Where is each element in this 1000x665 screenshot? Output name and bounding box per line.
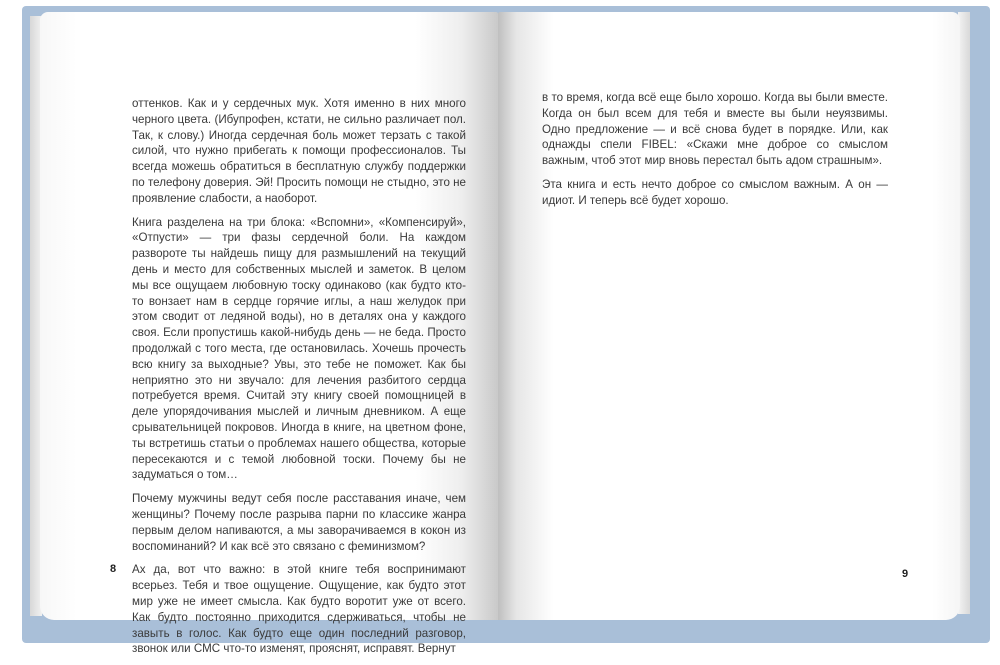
paragraph: Эта книга и есть нечто доброе со смыслом важным. А он — идиот. И теперь всё будет хорошо. — [542, 177, 888, 207]
paragraph: Почему мужчины ведут себя после расставания иначе, чем женщины? Почему после разрыва парни по классике жанра первым делом напиваются, а мы заворачиваемся в кокон из воспоминаний? И как всё это связано с феминизмом? — [132, 492, 466, 553]
right-page — [498, 12, 960, 620]
paragraph: оттенков. Как и у сердечных мук. Хотя именно в них много черного цвета. (Ибупрофен, кстати, не сильно различает пол. Так, к слову.) Иногда сердечная боль может терзать с такой силой, что нужно прибегать к помощи профессионалов. Ты всегда можешь обратиться в бесплатную службу поддержки по телефону доверия. Эй! Просить помощи не стыдно, это не проявление слабости, а наоборот. — [132, 97, 466, 205]
paragraph: Ах да, вот что важно: в этой книге тебя воспринимают всерьез. Тебя и твое ощущение. Ощущение, как будто этот мир уже не имеет смысла. Как будто воротит уже от всего. Как будто постоянно приходится сдерживаться, чтобы не завыть в голос. Как будто еще один последний разговор, звонок или СМС что-то изменят, прояснят, исправят. Вернут — [132, 563, 466, 656]
left-page — [40, 12, 498, 656]
paragraph: Книга разделена на три блока: «Вспомни», «Компенсируй», «Отпусти» — три фазы сердечной боли. На каждом развороте ты найдешь пищу для размышлений на текущий день и место для собственных мыслей и заметок. В целом мы все ощущаем любовную тоску одинаково (как будто кто-то вонзает нам в сердце горячие иглы, а наш желудок при этом сводит от ледяной воды), но в деталях она у каждого своя. Если пропустишь какой-нибудь день — не беда. Просто продолжай с того места, где остановилась. Хочешь прочесть всю книгу за выходные? Увы, это тебе не поможет. Как бы неприятно это ни звучало: для лечения разбитого сердца потребуется время. Считай эту книгу своей помощницей в деле упорядочивания мыслей и личным дневником. А еще срывательницей покровов. Иногда в книге, на цветном фоне, ты встретишь статьи о проблемах нашего общества, которые пересекаются и с темой любовной тоски. Почему бы не задуматься о том… — [132, 215, 466, 482]
left-page-text — [132, 96, 466, 665]
page-number: 9 — [902, 568, 909, 580]
paragraph: в то время, когда всё еще было хорошо. Когда вы были вместе. Когда он был всем для тебя и вместе вы были неуязвимы. Одно предложение — и всё снова будет в порядке. Или, как однажды спели FIBEL: «Скажи мне доброе со смыслом важным, чтоб этот мир вновь перестал быть адом страшным». — [542, 91, 888, 168]
right-page-text — [542, 90, 888, 217]
page-number: 8 — [110, 563, 117, 575]
